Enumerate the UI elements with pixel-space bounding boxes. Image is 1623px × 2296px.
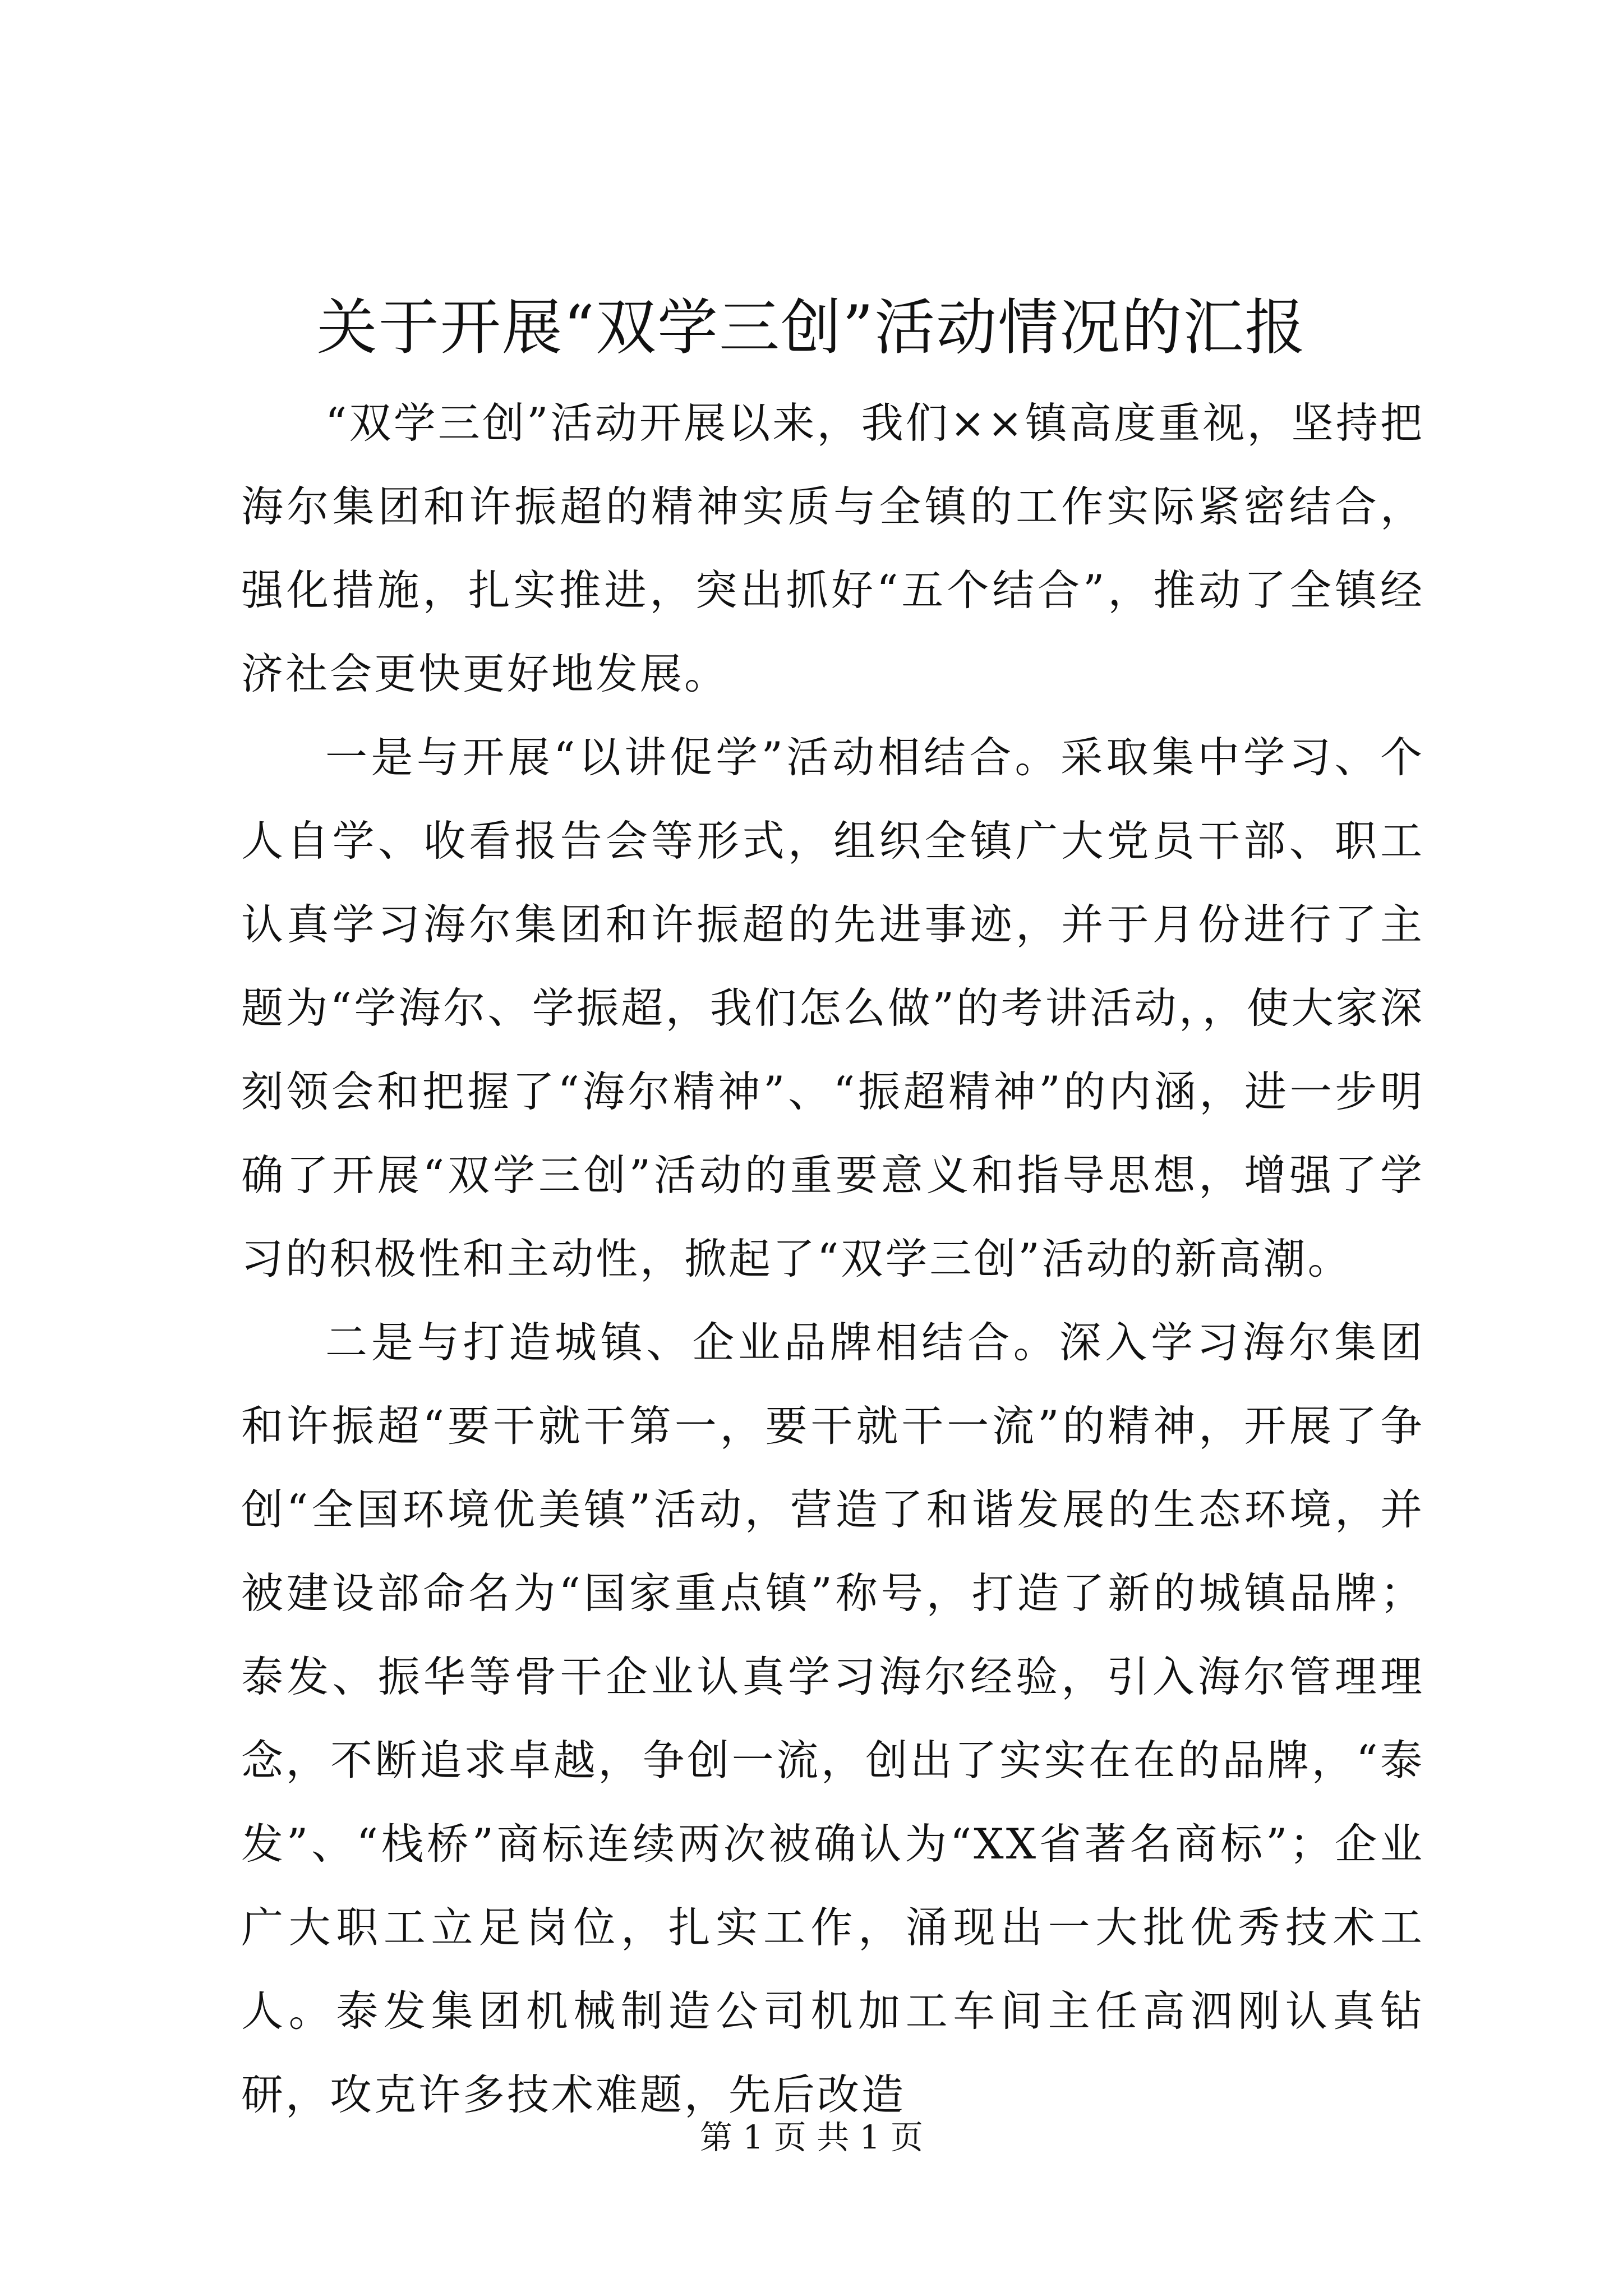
document-title: 关于开展“双学三创”活动情况的汇报: [316, 293, 1307, 363]
document-body: [241, 381, 1424, 2137]
paragraph-point-one: 一是与开展“以讲促学”活动相结合。采取集中学习、个人自学、收看报告会等形式，组织全镇广大党员干部、职工认真学习海尔集团和许振超的先进事迹，并于月份进行了主题为“学海尔、学振超，我们怎么做”的考讲活动，，使大家深刻领会和把握了“海尔精神”、“振超精神”的内涵，进一步明确了开展“双学三创”活动的重要意义和指导思想，增强了学习的积极性和主动性，掀起了“双学三创”活动的新高潮。: [241, 733, 1424, 1283]
paragraph-point-two: 二是与打造城镇、企业品牌相结合。深入学习海尔集团和许振超“要干就干第一，要干就干一流”的精神，开展了争创“全国环境优美镇”活动，营造了和谐发展的生态环境，并被建设部命名为“国家重点镇”称号，打造了新的城镇品牌；泰发、振华等骨干企业认真学习海尔经验，引入海尔管理理念，不断追求卓越，争创一流，创出了实实在在的品牌，“泰发”、“栈桥”商标连续两次被确认为“XX省著名商标”；企业广大职工立足岗位，扎实工作，涌现出一大批优秀技术工人。泰发集团机械制造公司机加工车间主任高泗刚认真钻研，攻克许多技术难题，先后改造: [241, 1318, 1424, 2119]
paragraph-intro: “双学三创”活动开展以来，我们××镇高度重视，坚持把海尔集团和许振超的精神实质与全镇的工作实际紧密结合，强化措施，扎实推进，突出抓好“五个结合”，推动了全镇经济社会更快更好地发展。: [241, 398, 1424, 698]
page-number-footer: 第 1 页 共 1 页: [700, 2118, 923, 2156]
